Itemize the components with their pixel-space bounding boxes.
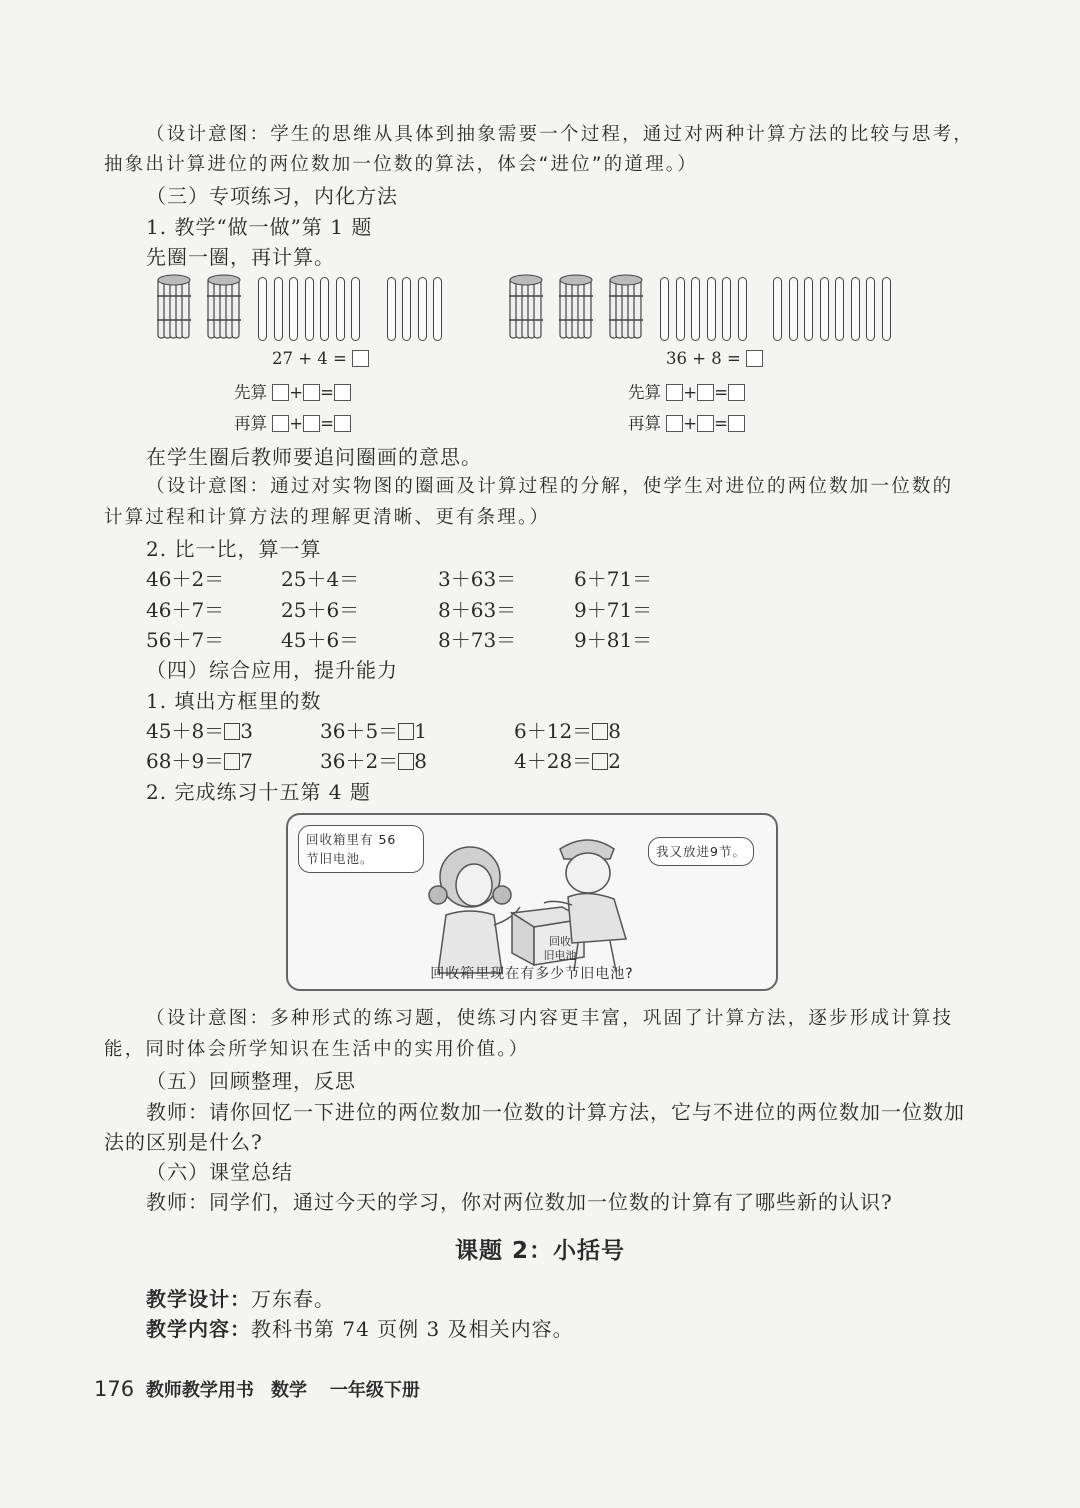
left-main-equation [272, 349, 369, 368]
design-intent-3-line2: 能，同时体会所学知识在生活中的实用价值。） [104, 1039, 530, 1060]
section-4-heading: （四）综合应用，提升能力 [146, 658, 398, 682]
sticks-right-illustration [508, 274, 908, 344]
fill-box[interactable] [592, 723, 608, 740]
compare-exercise-cell: 25＋6＝ [281, 598, 360, 622]
fill-box-equation: 36＋2＝ [320, 749, 399, 773]
design-intent-2-line2: 计算过程和计算方法的理解更清晰、更有条理。） [104, 507, 551, 528]
first-step-label: 先算 [234, 383, 267, 402]
fill-box-digit: 8 [608, 719, 621, 743]
second-step-label: 再算 [234, 414, 267, 433]
teaching-content-line [146, 1313, 574, 1342]
stick-bundle-icon [558, 274, 594, 342]
single-stick-icon [418, 277, 427, 341]
single-stick-icon [289, 277, 298, 341]
single-stick-icon [258, 277, 267, 341]
answer-box[interactable] [334, 415, 351, 432]
single-stick-icon [882, 277, 891, 341]
single-stick-icon [820, 277, 829, 341]
design-intent-3-line1: （设计意图：多种形式的练习题，使练习内容更丰富，巩固了计算方法，逐步形成计算技 [146, 1008, 954, 1029]
fill-box-exercise-cell [146, 745, 253, 774]
compare-exercise-cell: 8＋73＝ [438, 628, 517, 652]
fill-box-exercise-cell [320, 745, 427, 774]
single-stick-icon [773, 277, 782, 341]
answer-box[interactable] [352, 350, 369, 367]
single-stick-icon [274, 277, 283, 341]
page-number: 176 [94, 1377, 135, 1401]
footer-subject: 数学 [271, 1380, 307, 1401]
page-footer [94, 1376, 420, 1402]
section-3-heading: （三）专项练习，内化方法 [146, 184, 398, 208]
left-first-step: 先算 + = [234, 379, 351, 403]
fill-box-digit: 3 [240, 719, 253, 743]
recycle-box-label-line2: 旧电池 [543, 949, 577, 962]
answer-box[interactable] [303, 415, 320, 432]
illustration-caption: 回收箱里现在有多少节旧电池? [430, 966, 634, 982]
section-5-text-line1: 教师：请你回忆一下进位的两位数加一位数的计算方法，它与不进位的两位数加一位数加 [146, 1100, 965, 1124]
fill-box[interactable] [224, 723, 240, 740]
single-stick-icon [305, 277, 314, 341]
compare-exercise-cell: 46＋7＝ [146, 598, 225, 622]
teaching-content-value: 教科书第 74 页例 3 及相关内容。 [251, 1317, 574, 1341]
battery-recycling-illustration [286, 813, 778, 991]
stick-bundle-icon [206, 274, 242, 342]
single-stick-icon [789, 277, 798, 341]
answer-box[interactable] [272, 415, 289, 432]
footer-grade: 一年级下册 [329, 1380, 420, 1401]
fill-box-equation: 45＋8＝ [146, 719, 225, 743]
single-stick-icon [707, 277, 716, 341]
teaching-design-label: 教学设计： [146, 1287, 251, 1311]
teaching-design-line [146, 1283, 335, 1312]
fill-box-exercise-cell [514, 715, 621, 744]
answer-box[interactable] [728, 384, 745, 401]
speech-bubble-left-line2: 节旧电池。 [306, 851, 374, 866]
answer-box[interactable] [728, 415, 745, 432]
footer-book: 教师教学用书 [145, 1380, 254, 1401]
answer-box[interactable] [666, 415, 683, 432]
single-stick-icon [336, 277, 345, 341]
single-stick-icon [738, 277, 747, 341]
teaching-design-value: 万东春。 [251, 1287, 335, 1311]
first-step-label: 先算 [628, 383, 661, 402]
stick-bundle-icon [156, 274, 192, 342]
right-first-step: 先算 + = [628, 379, 745, 403]
fill-box[interactable] [224, 753, 240, 770]
single-stick-icon [804, 277, 813, 341]
left-equation-text: 27 + 4 = [272, 349, 347, 368]
answer-box[interactable] [334, 384, 351, 401]
compare-exercise-cell: 25＋4＝ [281, 567, 360, 591]
fill-box[interactable] [592, 753, 608, 770]
speech-bubble-right-text: 我又放进9节。 [656, 844, 746, 859]
section-5-heading: （五）回顾整理，反思 [146, 1069, 356, 1093]
answer-box[interactable] [303, 384, 320, 401]
sticks-left-illustration [156, 274, 476, 344]
recycle-box-label-line1: 回收 [549, 935, 571, 948]
answer-box[interactable] [746, 350, 763, 367]
section-4-item-1: 1. 填出方框里的数 [146, 689, 322, 713]
fill-box[interactable] [398, 753, 414, 770]
compare-exercise-cell: 3＋63＝ [438, 567, 517, 591]
right-equation-text: 36 + 8 = [666, 349, 741, 368]
single-stick-icon [866, 277, 875, 341]
section-3-item-2: 2. 比一比，算一算 [146, 537, 322, 561]
speech-bubble-left-line1: 回收箱里有 56 [306, 832, 397, 847]
single-stick-icon [722, 277, 731, 341]
answer-box[interactable] [697, 415, 714, 432]
second-step-label: 再算 [628, 414, 661, 433]
fill-box-exercise-cell [146, 715, 253, 744]
design-intent-1-line2: 抽象出计算进位的两位数加一位数的算法，体会“进位”的道理。） [104, 154, 698, 175]
compare-exercise-cell: 56＋7＝ [146, 628, 225, 652]
single-stick-icon [691, 277, 700, 341]
compare-exercise-cell: 46＋2＝ [146, 567, 225, 591]
single-stick-icon [402, 277, 411, 341]
fill-box-digit: 2 [608, 749, 621, 773]
compare-exercise-cell: 9＋71＝ [574, 598, 653, 622]
section-5-text-line2: 法的区别是什么? [104, 1130, 263, 1154]
answer-box[interactable] [272, 384, 289, 401]
single-stick-icon [351, 277, 360, 341]
stick-bundle-icon [508, 274, 544, 342]
right-second-step: 再算 + = [628, 410, 745, 434]
design-intent-2-line1: （设计意图：通过对实物图的圈画及计算过程的分解，使学生对进位的两位数加一位数的 [146, 476, 954, 497]
compare-exercise-cell: 9＋81＝ [574, 628, 653, 652]
right-main-equation [666, 349, 763, 368]
fill-box-equation: 6＋12＝ [514, 719, 593, 743]
section-3-instruction: 先圈一圈，再计算。 [146, 245, 335, 269]
single-stick-icon [660, 277, 669, 341]
compare-exercise-cell: 8＋63＝ [438, 598, 517, 622]
single-stick-icon [320, 277, 329, 341]
section-6-heading: （六）课堂总结 [146, 1160, 293, 1184]
girl-figure [429, 847, 520, 973]
fill-box-equation: 36＋5＝ [320, 719, 399, 743]
single-stick-icon [835, 277, 844, 341]
compare-exercise-cell: 45＋6＝ [281, 628, 360, 652]
circle-note: 在学生圈后教师要追问圈画的意思。 [146, 445, 482, 469]
topic-title: 课题 2：小括号 [454, 1238, 625, 1264]
fill-box-digit: 7 [240, 749, 253, 773]
design-intent-1-line1: （设计意图：学生的思维从具体到抽象需要一个过程，通过对两种计算方法的比较与思考， [146, 124, 975, 145]
single-stick-icon [676, 277, 685, 341]
single-stick-icon [387, 277, 396, 341]
fill-box-equation: 68＋9＝ [146, 749, 225, 773]
recycle-box-label [540, 935, 580, 963]
section-4-item-2: 2. 完成练习十五第 4 题 [146, 780, 371, 804]
single-stick-icon [433, 277, 442, 341]
answer-box[interactable] [666, 384, 683, 401]
single-stick-icon [851, 277, 860, 341]
section-3-item-1: 1. 教学“做一做”第 1 题 [146, 215, 373, 239]
left-second-step: 再算 + = [234, 410, 351, 434]
teaching-content-label: 教学内容： [146, 1317, 251, 1341]
fill-box-equation: 4＋28＝ [514, 749, 593, 773]
answer-box[interactable] [697, 384, 714, 401]
fill-box[interactable] [398, 723, 414, 740]
fill-box-exercise-cell [320, 715, 427, 744]
fill-box-digit: 8 [414, 749, 427, 773]
stick-bundle-icon [608, 274, 644, 342]
section-6-text: 教师：同学们，通过今天的学习，你对两位数加一位数的计算有了哪些新的认识? [146, 1190, 893, 1214]
compare-exercise-cell: 6＋71＝ [574, 567, 653, 591]
fill-box-digit: 1 [414, 719, 427, 743]
fill-box-exercise-cell [514, 745, 621, 774]
